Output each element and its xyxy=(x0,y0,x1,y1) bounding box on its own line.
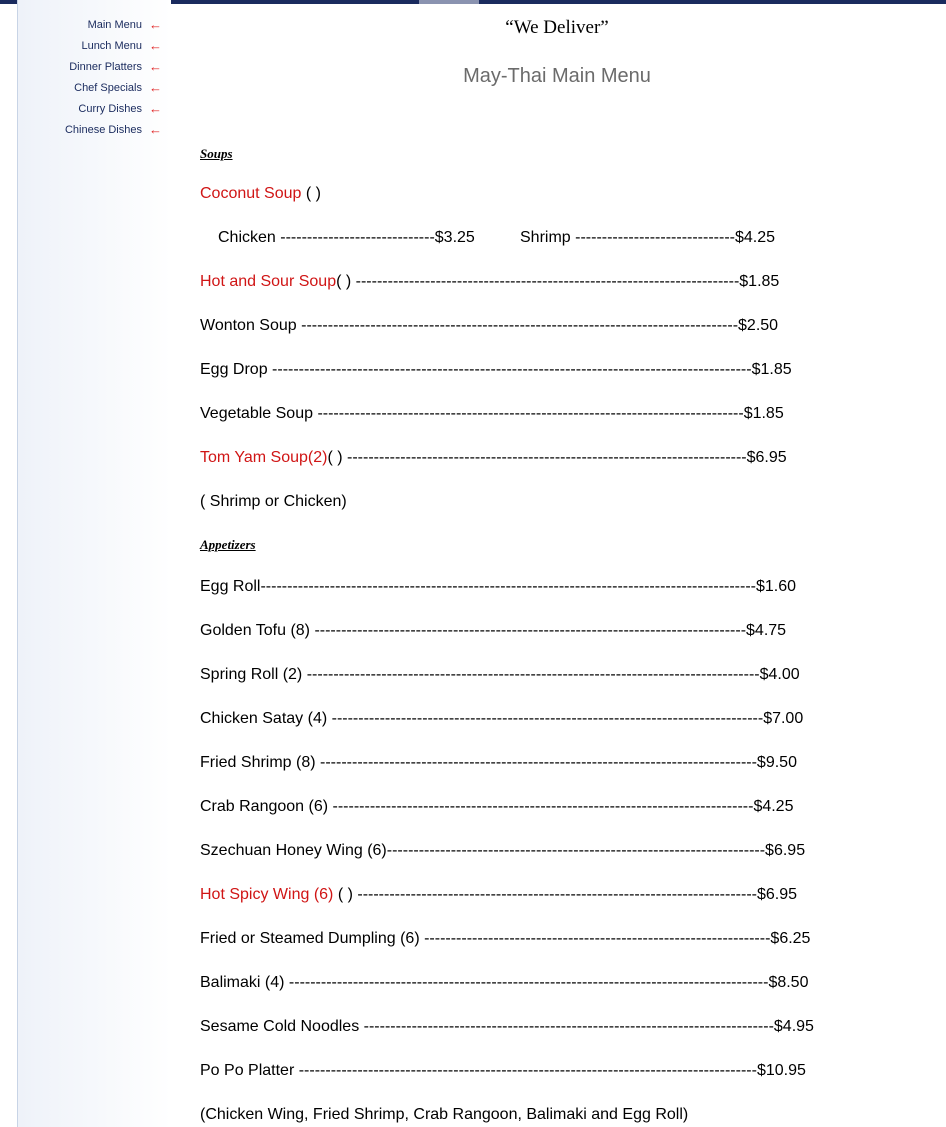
nav-link-chef-specials[interactable]: Chef Specials xyxy=(74,81,142,94)
page-title: May-Thai Main Menu xyxy=(463,65,651,87)
menu-item-egg-roll: Egg Roll---------------------------------------------------------------------------------------------$1.60 xyxy=(200,578,797,595)
section-title-soups: Soups xyxy=(200,146,233,161)
menu-item-golden-tofu: Golden Tofu (8) ---------------------------------------------------------------------------------$4.75 xyxy=(200,622,787,639)
nav-link-main-menu[interactable]: Main Menu xyxy=(87,18,142,31)
item-name-tom-yam-soup: Tom Yam Soup(2) xyxy=(200,449,328,466)
menu-item-wonton-soup: Wonton Soup ----------------------------------------------------------------------------------$2.50 xyxy=(200,317,779,334)
arrow-left-icon: ← xyxy=(149,59,162,74)
menu-note-po-po-platter: (Chicken Wing, Fried Shrimp, Crab Rangoon, Balimaki and Egg Roll) xyxy=(200,1106,689,1123)
nav-link-chinese-dishes[interactable]: Chinese Dishes xyxy=(64,123,142,136)
menu-item-po-po-platter: Po Po Platter --------------------------------------------------------------------------------------$10.95 xyxy=(200,1062,806,1079)
menu-item-coconut-chicken: Chicken -----------------------------$3.25 xyxy=(218,229,475,246)
sidebar-nav xyxy=(18,0,171,140)
arrow-left-icon: ← xyxy=(149,101,162,116)
item-price-line: ------------------------------------------------------------------------$1.85 xyxy=(351,273,780,290)
nav-link-dinner-platters[interactable]: Dinner Platters xyxy=(69,60,142,73)
menu-note-tom-yam: ( Shrimp or Chicken) xyxy=(200,493,347,510)
item-name-hot-sour-soup: Hot and Sour Soup xyxy=(200,273,337,290)
menu-item-sesame-cold-noodles: Sesame Cold Noodles -----------------------------------------------------------------------------$4.95 xyxy=(200,1018,814,1035)
spicy-mark: ( ) xyxy=(336,273,352,290)
arrow-left-icon: ← xyxy=(149,17,162,32)
menu-item-spring-roll: Spring Roll (2) -------------------------------------------------------------------------------------$4.00 xyxy=(200,666,800,683)
menu-item-crab-rangoon: Crab Rangoon (6) -------------------------------------------------------------------------------$4.25 xyxy=(200,798,794,815)
menu-item-tom-yam-soup xyxy=(200,448,787,468)
menu-item-vegetable-soup: Vegetable Soup --------------------------------------------------------------------------------$1.85 xyxy=(200,405,784,422)
menu-item-szechuan-honey-wing: Szechuan Honey Wing (6)-----------------------------------------------------------------------$6.95 xyxy=(200,842,806,859)
menu-item-coconut-soup xyxy=(200,184,321,204)
menu-item-hot-sour-soup xyxy=(200,272,779,292)
nav-item-curry-dishes xyxy=(18,98,171,119)
menu-item-fried-shrimp: Fried Shrimp (8) ----------------------------------------------------------------------------------$9.50 xyxy=(200,754,797,771)
item-name-coconut-soup: Coconut Soup xyxy=(200,185,302,202)
spicy-mark: ( ) xyxy=(327,449,343,466)
arrow-left-icon: ← xyxy=(149,38,162,53)
tagline: “We Deliver” xyxy=(505,17,609,38)
item-price-line: ---------------------------------------------------------------------------$6.95 xyxy=(342,449,787,466)
item-name-hot-spicy-wing: Hot Spicy Wing (6) xyxy=(200,886,334,903)
sidebar xyxy=(17,0,171,1127)
nav-link-lunch-menu[interactable]: Lunch Menu xyxy=(81,39,142,52)
nav-item-chinese-dishes xyxy=(18,119,171,140)
menu-item-balimaki: Balimaki (4) ------------------------------------------------------------------------------------------$8.50 xyxy=(200,974,809,991)
arrow-left-icon: ← xyxy=(149,80,162,95)
nav-item-chef-specials xyxy=(18,77,171,98)
nav-item-dinner-platters xyxy=(18,56,171,77)
spicy-mark: ( ) xyxy=(333,886,353,903)
item-price-line: ---------------------------------------------------------------------------$6.95 xyxy=(352,886,798,903)
menu-item-egg-drop: Egg Drop ------------------------------------------------------------------------------------------$1.85 xyxy=(200,361,792,378)
menu-item-chicken-satay: Chicken Satay (4) ---------------------------------------------------------------------------------$7.00 xyxy=(200,710,804,727)
top-bar-tab xyxy=(419,0,479,4)
nav-item-main-menu xyxy=(18,14,171,35)
arrow-left-icon: ← xyxy=(149,122,162,137)
spicy-mark: ( ) xyxy=(305,185,321,202)
nav-item-lunch-menu xyxy=(18,35,171,56)
menu-item-hot-spicy-wing xyxy=(200,885,797,905)
nav-link-curry-dishes[interactable]: Curry Dishes xyxy=(78,102,142,115)
menu-item-dumpling: Fried or Steamed Dumpling (6) -----------------------------------------------------------------$6.25 xyxy=(200,930,811,947)
section-title-appetizers: Appetizers xyxy=(200,537,256,552)
menu-item-coconut-shrimp: Shrimp ------------------------------$4.25 xyxy=(520,229,776,246)
